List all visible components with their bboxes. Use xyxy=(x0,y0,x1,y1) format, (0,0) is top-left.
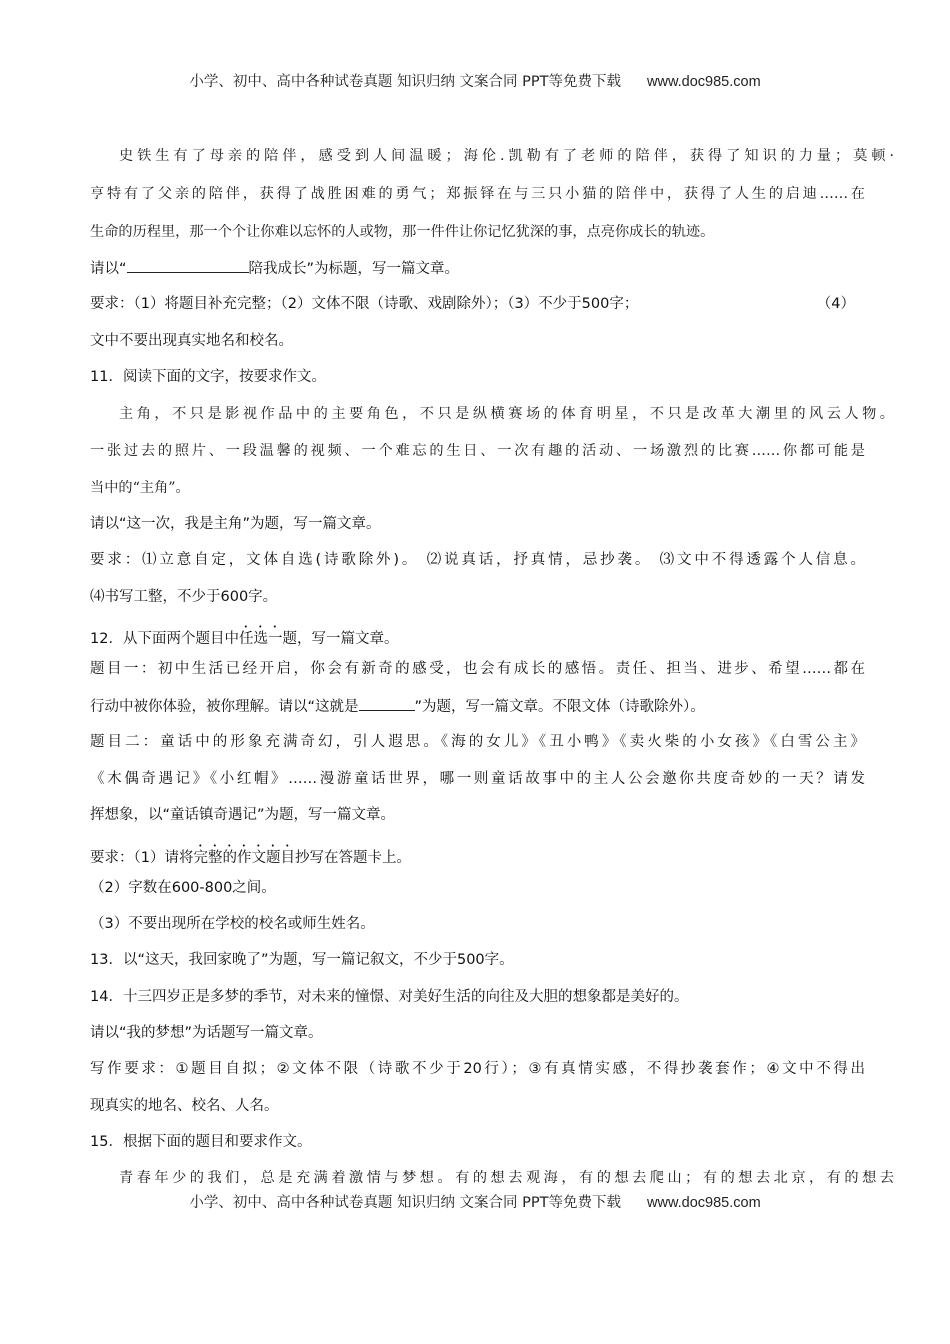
q10-paragraph-line-3: 生命的历程里，那一个个让你难以忘怀的人或物，那一件件让你记忆犹深的事，点亮你成长的轨迹。 xyxy=(90,224,715,240)
q10-req-continued: 文中不要出现真实地名和校名。 xyxy=(90,333,293,349)
q15-paragraph-line-1: 青春年少的我们，总是充满着激情与梦想。有的想去观海，有的想去爬山；有的想去北京，有的想去 xyxy=(119,1170,894,1186)
q12-topic1-line-2 xyxy=(90,696,865,717)
q12-title xyxy=(90,623,865,649)
q10-req-text: 要求：（1）将题目补充完整；（2）文体不限（诗歌、戏剧除外）；（3）不少于500字； xyxy=(90,296,639,312)
q10-paragraph-line-1: 史铁生有了母亲的陪伴，感受到人间温暖；海伦.凯勒有了老师的陪伴，获得了知识的力量；莫顿· xyxy=(119,148,894,164)
q14-prompt: 请以“我的梦想”为话题写一篇文章。 xyxy=(90,1025,323,1041)
q10-req-4-label: （4） xyxy=(816,296,855,312)
q12-req1-emphasis: 完整的作文题目 xyxy=(193,850,295,866)
q14-title: 14．十三四岁正是多梦的季节，对未来的憧憬、对美好生活的向往及大胆的想象都是美好的。 xyxy=(90,989,689,1005)
footer-url[interactable]: www.doc985.com xyxy=(647,1195,761,1211)
q12-requirement-2: （2）字数在600-800之间。 xyxy=(90,880,276,896)
q10-prompt xyxy=(90,258,865,279)
q14-requirements-line-1: 写作要求：①题目自拟；②文体不限（诗歌不少于20行）；③有真情实感，不得抄袭套作；④文中不得出 xyxy=(90,1061,865,1077)
page-header xyxy=(0,70,950,91)
q12-requirement-1 xyxy=(90,842,865,868)
q12-requirement-3: （3）不要出现所在学校的校名或师生姓名。 xyxy=(90,916,375,932)
q11-paragraph-line-3: 当中的“主角”。 xyxy=(90,480,190,496)
header-text: 小学、初中、高中各种试卷真题 知识归纳 文案合同 PPT等免费下载 xyxy=(189,74,622,90)
q12-title-start: 12．从下面两个题目中 xyxy=(90,631,239,647)
q11-prompt: 请以“这一次，我是主角”为题，写一篇文章。 xyxy=(90,516,381,532)
q11-requirements-line-2: ⑷书写工整，不少于600字。 xyxy=(90,589,278,605)
q14-requirements-line-2: 现真实的地名、校名、人名。 xyxy=(90,1098,279,1114)
q12-req1-start: 要求：（1）请将 xyxy=(90,850,194,866)
q10-prompt-start: 请以“ xyxy=(90,261,127,277)
q12-topic1-start: 行动中被你体验，被你理解。请以“这就是 xyxy=(90,699,359,715)
q12-title-end: 题，写一篇文章。 xyxy=(282,631,399,647)
topic-blank xyxy=(359,696,415,711)
q12-topic2-line-3: 挥想象，以“童话镇奇遇记”为题，写一篇文章。 xyxy=(90,807,396,823)
q11-title: 11．阅读下面的文字，按要求作文。 xyxy=(90,369,326,385)
q11-requirements-line-1: 要求：⑴立意自定，文体自选(诗歌除外)。 ⑵说真话，抒真情，忌抄袭。 ⑶文中不得透露个人信息。 xyxy=(90,552,865,568)
q11-paragraph-line-1: 主角，不只是影视作品中的主要角色，不只是纵横赛场的体育明星，不只是改革大潮里的风云人物。 xyxy=(119,406,894,422)
q15-title: 15．根据下面的题目和要求作文。 xyxy=(90,1134,312,1150)
q10-paragraph-line-2: 亨特有了父亲的陪伴，获得了战胜困难的勇气；郑振铎在与三只小猫的陪伴中，获得了人生的启迪……在 xyxy=(90,186,865,202)
q10-prompt-end: 陪我成长”为标题，写一篇文章。 xyxy=(248,261,460,277)
q12-topic1-line-1: 题目一：初中生活已经开启，你会有新奇的感受，也会有成长的感悟。责任、担当、进步、希望……都在 xyxy=(90,661,865,677)
q12-topic2-line-2: 《木偶奇遇记》《小红帽》……漫游童话世界，哪一则童话故事中的主人公会邀你共度奇妙的一天？请发 xyxy=(90,771,865,787)
q12-topic1-end: ”为题，写一篇文章。不限文体（诗歌除外）。 xyxy=(414,699,705,715)
q13-text: 13．以“这天，我回家晚了”为题，写一篇记叙文，不少于500字。 xyxy=(90,952,514,968)
q12-title-emphasis: 任选一 xyxy=(238,631,283,647)
footer-text: 小学、初中、高中各种试卷真题 知识归纳 文案合同 PPT等免费下载 xyxy=(189,1195,622,1211)
q12-req1-end: 抄写在答题卡上。 xyxy=(294,850,411,866)
title-blank xyxy=(127,258,249,273)
q11-paragraph-line-2: 一张过去的照片、一段温馨的视频、一个难忘的生日、一次有趣的活动、一场激烈的比赛……你都可能是 xyxy=(90,443,865,459)
q12-topic2-line-1: 题目二：童话中的形象充满奇幻，引人遐思。《海的女儿》《丑小鸭》《卖火柴的小女孩》《白雪公主》 xyxy=(90,734,865,750)
q10-requirements xyxy=(90,294,865,314)
page-footer xyxy=(0,1191,950,1212)
header-url[interactable]: www.doc985.com xyxy=(647,74,761,90)
